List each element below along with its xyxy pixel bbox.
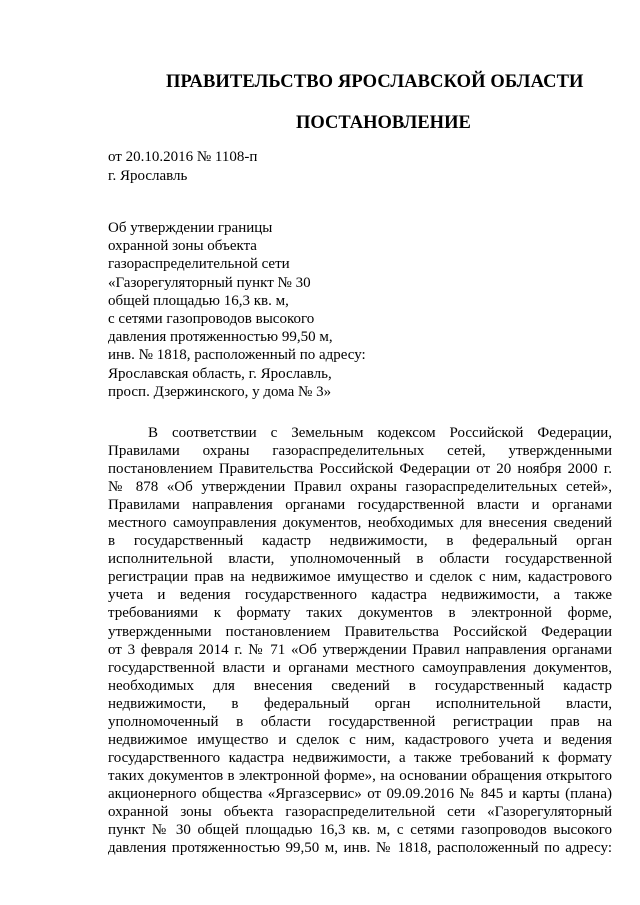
body-line: уполномоченный в области государственной регистрации прав на bbox=[108, 713, 612, 730]
subject-line: «Газорегуляторный пункт № 30 bbox=[108, 274, 311, 291]
body-line: Правилами направления органами государственной власти и органами bbox=[108, 497, 612, 514]
body-line: № 878 «Об утверждении Правил охраны газораспределительных сетей», bbox=[108, 479, 612, 496]
body-line: государственной власти и органами местного самоуправления документов, bbox=[108, 659, 612, 676]
subject-line: инв. № 1818, расположенный по адресу: bbox=[108, 347, 366, 364]
body-line: государственного кадастра недвижимости, а также требований к формату bbox=[108, 749, 612, 766]
body-line: давления протяженностью 99,50 м, инв. № 1818, расположенный по адресу: bbox=[108, 840, 612, 857]
organization-title: ПРАВИТЕЛЬСТВО ЯРОСЛАВСКОЙ ОБЛАСТИ bbox=[166, 72, 584, 92]
body-line: исполнительной власти, уполномоченный в области государственной bbox=[108, 551, 612, 568]
body-line: пункт № 30 общей площадью 16,3 кв. м, с сетями газопроводов высокого bbox=[108, 822, 612, 839]
subject-line: общей площадью 16,3 кв. м, bbox=[108, 292, 289, 309]
body-line: регистрации прав на недвижимое имущество и сделок с ним, кадастрового bbox=[108, 569, 612, 586]
body-line: охранной зоны объекта газораспределительной сети «Газорегуляторный bbox=[108, 803, 612, 820]
body-line: от 3 февраля 2014 г. № 71 «Об утверждении Правил направления органами bbox=[108, 641, 612, 658]
body-line: необходимых для внесения сведений в государственный кадастр bbox=[108, 677, 612, 694]
body-line: недвижимости, в федеральный орган исполнительной власти, bbox=[108, 695, 612, 712]
subject-line: Об утверждении границы bbox=[108, 220, 273, 236]
body-line: Правилами охраны газораспределительных сетей, утвержденными bbox=[108, 443, 612, 460]
document-body bbox=[108, 424, 612, 857]
document-type-title: ПОСТАНОВЛЕНИЕ bbox=[296, 113, 471, 133]
subject-line: газораспределительной сети bbox=[108, 256, 290, 273]
body-line: утвержденными постановлением Правительства Российской Федерации bbox=[108, 623, 612, 640]
body-line: постановлением Правительства Российской Федерации от 20 ноября 2000 г. bbox=[108, 461, 612, 478]
subject-line: охранной зоны объекта bbox=[108, 238, 257, 255]
body-line: акционерного общества «Яргазсервис» от 09.09.2016 № 845 и карты (плана) bbox=[108, 785, 612, 802]
body-line: недвижимое имущество и сделок с ним, кадастрового учета и ведения bbox=[108, 731, 612, 748]
subject-line: с сетями газопроводов высокого bbox=[108, 311, 315, 328]
date-number: от 20.10.2016 № 1108-п bbox=[108, 149, 258, 165]
subject-line: Ярославская область, г. Ярославль, bbox=[108, 365, 332, 382]
body-line: учета и ведения государственного кадастра недвижимости, а также bbox=[108, 587, 612, 604]
subject-line: просп. Дзержинского, у дома № 3» bbox=[108, 383, 332, 400]
body-line: требованиями к формату таких документов в электронной форме, bbox=[108, 605, 612, 622]
subject-line: давления протяженностью 99,50 м, bbox=[108, 329, 333, 346]
document-meta bbox=[108, 148, 257, 185]
place: г. Ярославль bbox=[108, 167, 188, 184]
body-line: местного самоуправления документов, необходимых для внесения сведений bbox=[108, 515, 612, 532]
document-subject bbox=[108, 219, 366, 401]
body-line: таких документов в электронной форме», на основании обращения открытого bbox=[108, 767, 612, 784]
body-line: в государственный кадастр недвижимости, в федеральный орган bbox=[108, 533, 612, 550]
body-line: В соответствии с Земельным кодексом Российской Федерации, bbox=[148, 425, 612, 441]
